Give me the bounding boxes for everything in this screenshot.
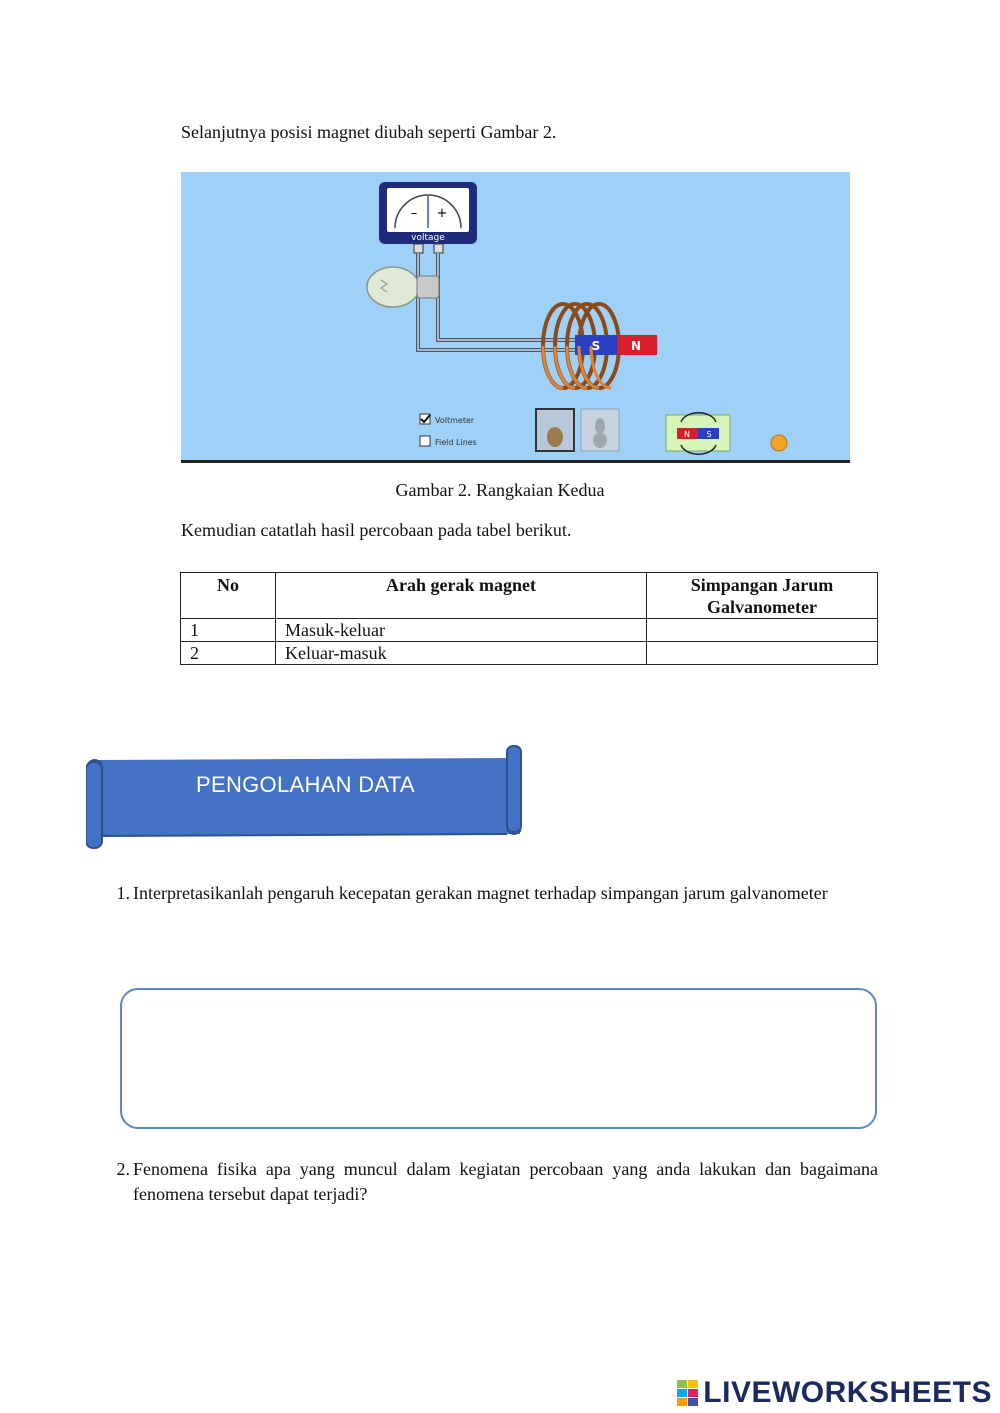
terminal-minus <box>414 244 423 253</box>
header-simpangan: Simpangan Jarum Galvanometer <box>647 573 878 619</box>
liveworksheets-logo <box>677 1374 992 1412</box>
cell-arah: Masuk-keluar <box>276 619 647 642</box>
simulation-figure <box>181 172 850 463</box>
question-2 <box>100 1157 878 1207</box>
cell-no: 1 <box>181 619 276 642</box>
light-bulb <box>367 267 419 307</box>
magnet-s-label: S <box>591 339 601 353</box>
header-no: No <box>181 573 276 619</box>
field-lines-checkbox-label: Field Lines <box>435 438 477 447</box>
cell-no: 2 <box>181 642 276 665</box>
question-number: 1. <box>116 883 130 903</box>
question-text: Fenomena fisika apa yang muncul dalam kegiatan percobaan yang anda lakukan dan bagaimana fenomena tersebut dapat terjadi? <box>133 1159 878 1204</box>
cell-arah: Keluar-masuk <box>276 642 647 665</box>
table-header-row <box>181 573 878 619</box>
brand-name: LIVEWORKSHEETS <box>703 1376 992 1409</box>
voltmeter-label: voltage <box>411 233 445 243</box>
bulb-socket <box>417 276 439 298</box>
cell-simpangan-input[interactable] <box>647 642 878 665</box>
field-lines-checkbox[interactable] <box>420 436 430 446</box>
header-arah: Arah gerak magnet <box>276 573 647 619</box>
results-table <box>180 572 878 665</box>
liveworksheets-icon <box>677 1380 699 1406</box>
figure-caption: Gambar 2. Rangkaian Kedua <box>395 480 605 500</box>
table-intro-text: Kemudian catatlah hasil percobaan pada tabel berikut. <box>181 520 572 540</box>
table-row <box>181 619 878 642</box>
reset-button[interactable] <box>771 435 787 451</box>
intro-text: Selanjutnya posisi magnet diubah seperti Gambar 2. <box>181 122 557 142</box>
voltmeter-plus: + <box>436 206 448 221</box>
section-title: PENGOLAHAN DATA <box>196 772 415 797</box>
voltmeter-checkbox-label: Voltmeter <box>435 416 475 425</box>
svg-text:S: S <box>706 430 712 439</box>
question-text: Interpretasikanlah pengaruh kecepatan gerakan magnet terhadap simpangan jarum galvanometer <box>133 883 828 903</box>
svg-text:N: N <box>684 430 690 439</box>
answer-input[interactable] <box>120 988 877 1129</box>
faraday-circuit-diagram <box>181 172 850 460</box>
hand-icon <box>547 427 563 447</box>
voltmeter-minus: – <box>410 206 418 221</box>
cell-simpangan-input[interactable] <box>647 619 878 642</box>
table-row <box>181 642 878 665</box>
terminal-plus <box>434 244 443 253</box>
question-1 <box>100 881 878 906</box>
question-number: 2. <box>116 1159 130 1179</box>
magnet-n-label: N <box>630 339 642 353</box>
